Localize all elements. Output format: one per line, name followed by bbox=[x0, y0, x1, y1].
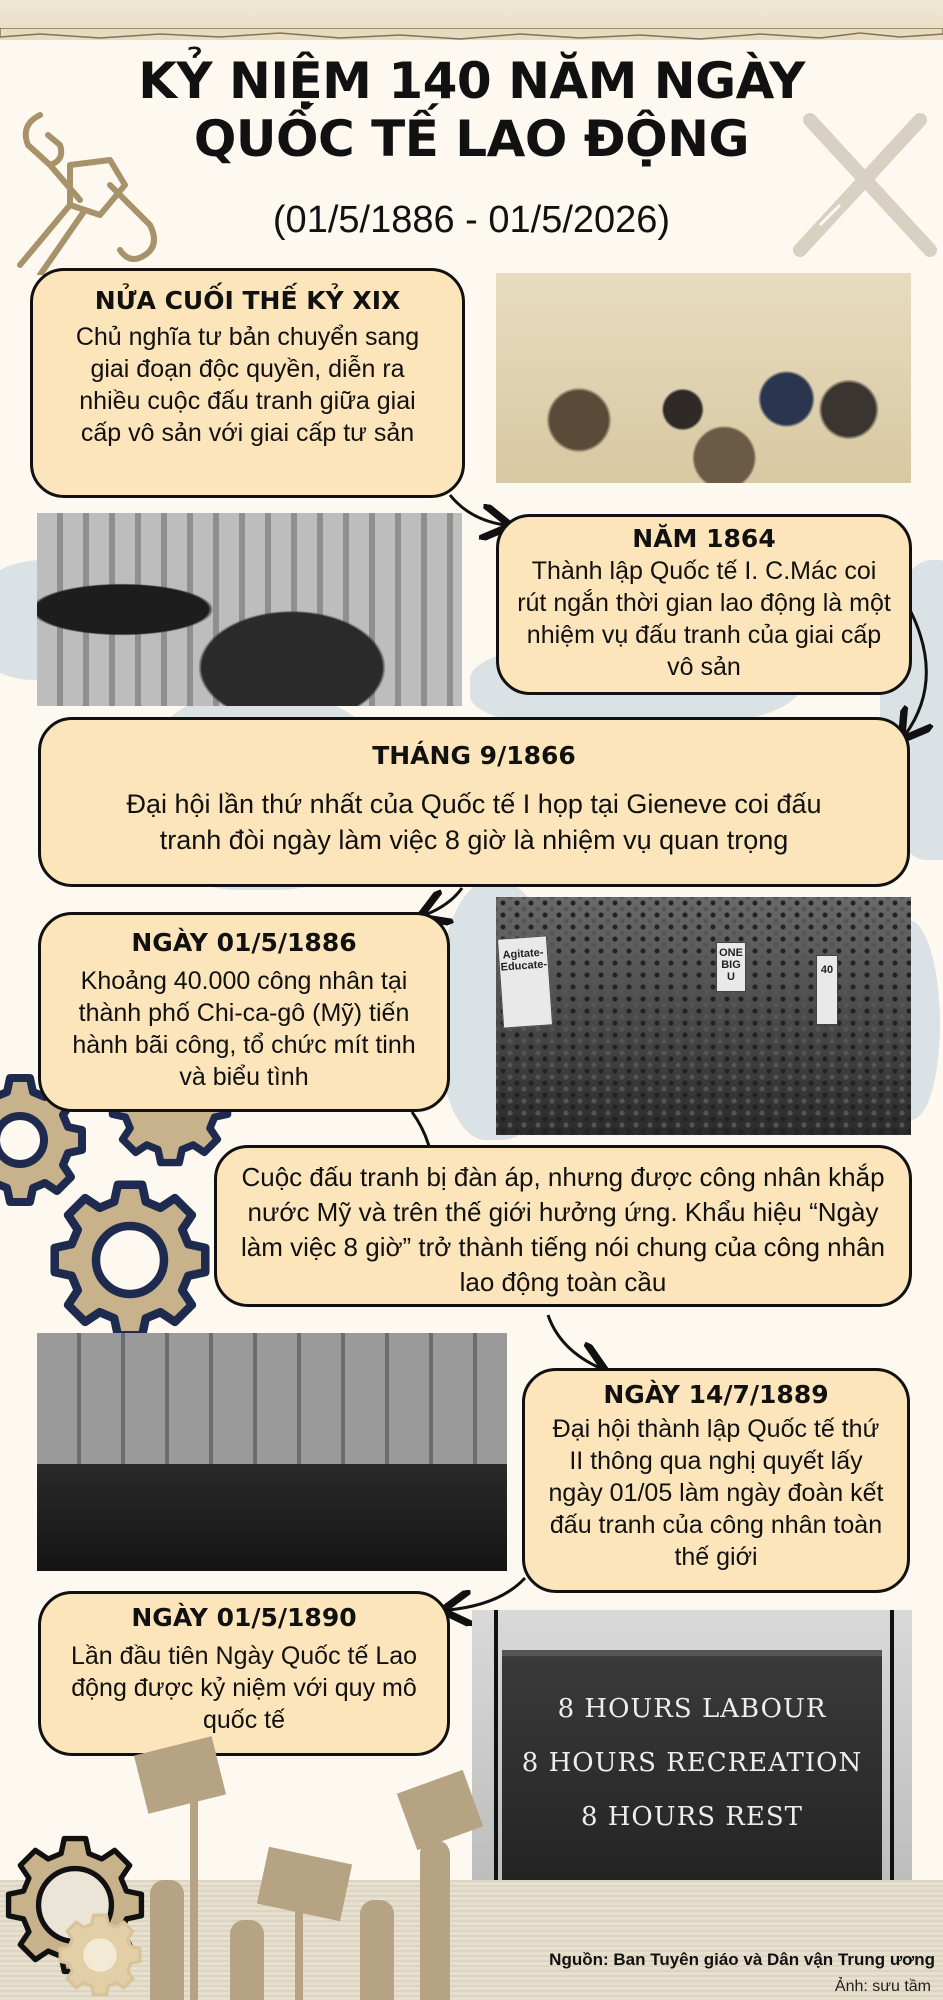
protest-sign-silhouette bbox=[295, 1905, 303, 2000]
box-heading: NĂM 1864 bbox=[632, 524, 776, 553]
banner-cloth bbox=[502, 1650, 882, 1880]
title-line-1: KỶ NIỆM 140 NĂM NGÀY bbox=[138, 52, 805, 110]
photo-credit: Ảnh: sưu tầm bbox=[834, 1978, 931, 1995]
raised-hand-silhouette bbox=[420, 1840, 450, 2000]
box-text: Cuộc đấu tranh bị đàn áp, nhưng được công nhân khắp nước Mỹ và trên thế giới hưởng ứng. Khẩu hiệu “Ngày làm việc 8 giờ” trở thành tiếng nói chung của công nhân lao động toàn cầu bbox=[240, 1162, 886, 1297]
raised-hand-silhouette bbox=[360, 1900, 394, 2000]
box-heading: THÁNG 9/1866 bbox=[372, 741, 576, 770]
torn-paper-edge bbox=[0, 28, 943, 42]
box-text: Thành lập Quốc tế I. C.Mác coi rút ngắn thời gian lao động là một nhiệm vụ đấu tranh của giai cấp vô sản bbox=[517, 557, 891, 681]
title-line-2: QUỐC TẾ LAO ĐỘNG bbox=[193, 110, 750, 168]
crowd-protest-photo bbox=[496, 897, 911, 1135]
gear-icon bbox=[55, 1910, 145, 2000]
gear-icon bbox=[45, 1175, 215, 1345]
signing-ceremony-photo bbox=[37, 1333, 507, 1571]
protest-sign: 40 bbox=[816, 955, 838, 1025]
cartoon-illustration-image bbox=[496, 273, 911, 483]
timeline-box-late-19th-century bbox=[30, 268, 465, 498]
box-text: Chủ nghĩa tư bản chuyển sang giai đoạn độc quyền, diễn ra nhiều cuộc đấu tranh giữa giai cấp vô sản với giai cấp tư sản bbox=[75, 323, 420, 447]
photo-backdrop bbox=[37, 1333, 507, 1476]
box-heading: NỬA CUỐI THẾ KỶ XIX bbox=[94, 286, 401, 315]
box-heading: NGÀY 01/5/1890 bbox=[131, 1603, 357, 1632]
box-heading: NGÀY 01/5/1886 bbox=[131, 928, 357, 957]
photo-table bbox=[37, 1464, 507, 1571]
assembly-speech-photo bbox=[37, 513, 462, 706]
eight-hours-banner-photo bbox=[472, 1610, 912, 1892]
page-title bbox=[0, 52, 943, 168]
protest-sign-silhouette bbox=[397, 1770, 483, 1850]
banner-pole bbox=[890, 1610, 894, 1892]
box-text: Đại hội thành lập Quốc tế thứ II thông qua nghị quyết lấy ngày 01/05 làm ngày đoàn kết đấu tranh của công nhân toàn thế giới bbox=[548, 1415, 884, 1571]
box-heading: NGÀY 14/7/1889 bbox=[603, 1380, 829, 1409]
box-text: Đại hội lần thứ nhất của Quốc tế I họp tại Gieneve coi đấu tranh đòi ngày làm việc 8 giờ là nhiệm vụ quan trọng bbox=[126, 789, 822, 855]
banner-line: 8 HOURS RECREATION bbox=[521, 1748, 863, 1778]
timeline-box-may-1890 bbox=[38, 1591, 450, 1756]
timeline-box-aftermath bbox=[214, 1145, 912, 1307]
banner-pole bbox=[494, 1610, 498, 1892]
source-credit: Nguồn: Ban Tuyên giáo và Dân vận Trung ương bbox=[549, 1950, 935, 1969]
timeline-box-july-1889 bbox=[522, 1368, 910, 1593]
protest-sign: Agitate- Educate- bbox=[497, 935, 553, 1028]
timeline-box-sept-1866 bbox=[38, 717, 910, 887]
banner-line: 8 HOURS LABOUR bbox=[557, 1694, 827, 1724]
timeline-box-may-1886 bbox=[38, 912, 450, 1112]
raised-hand-silhouette bbox=[230, 1920, 264, 2000]
protest-sign: ONE BIG U bbox=[716, 942, 746, 992]
page-subtitle-date-range: (01/5/1886 - 01/5/2026) bbox=[272, 199, 671, 241]
banner-line: 8 HOURS REST bbox=[580, 1802, 804, 1832]
raised-hand-silhouette bbox=[150, 1880, 184, 2000]
timeline-box-1864 bbox=[496, 514, 912, 695]
box-text: Lần đầu tiên Ngày Quốc tế Lao động được kỷ niệm với quy mô quốc tế bbox=[70, 1642, 418, 1734]
box-text: Khoảng 40.000 công nhân tại thành phố Chi-ca-gô (Mỹ) tiến hành bãi công, tổ chức mít tinh và biểu tình bbox=[72, 967, 416, 1091]
protest-sign-silhouette bbox=[190, 1800, 198, 2000]
